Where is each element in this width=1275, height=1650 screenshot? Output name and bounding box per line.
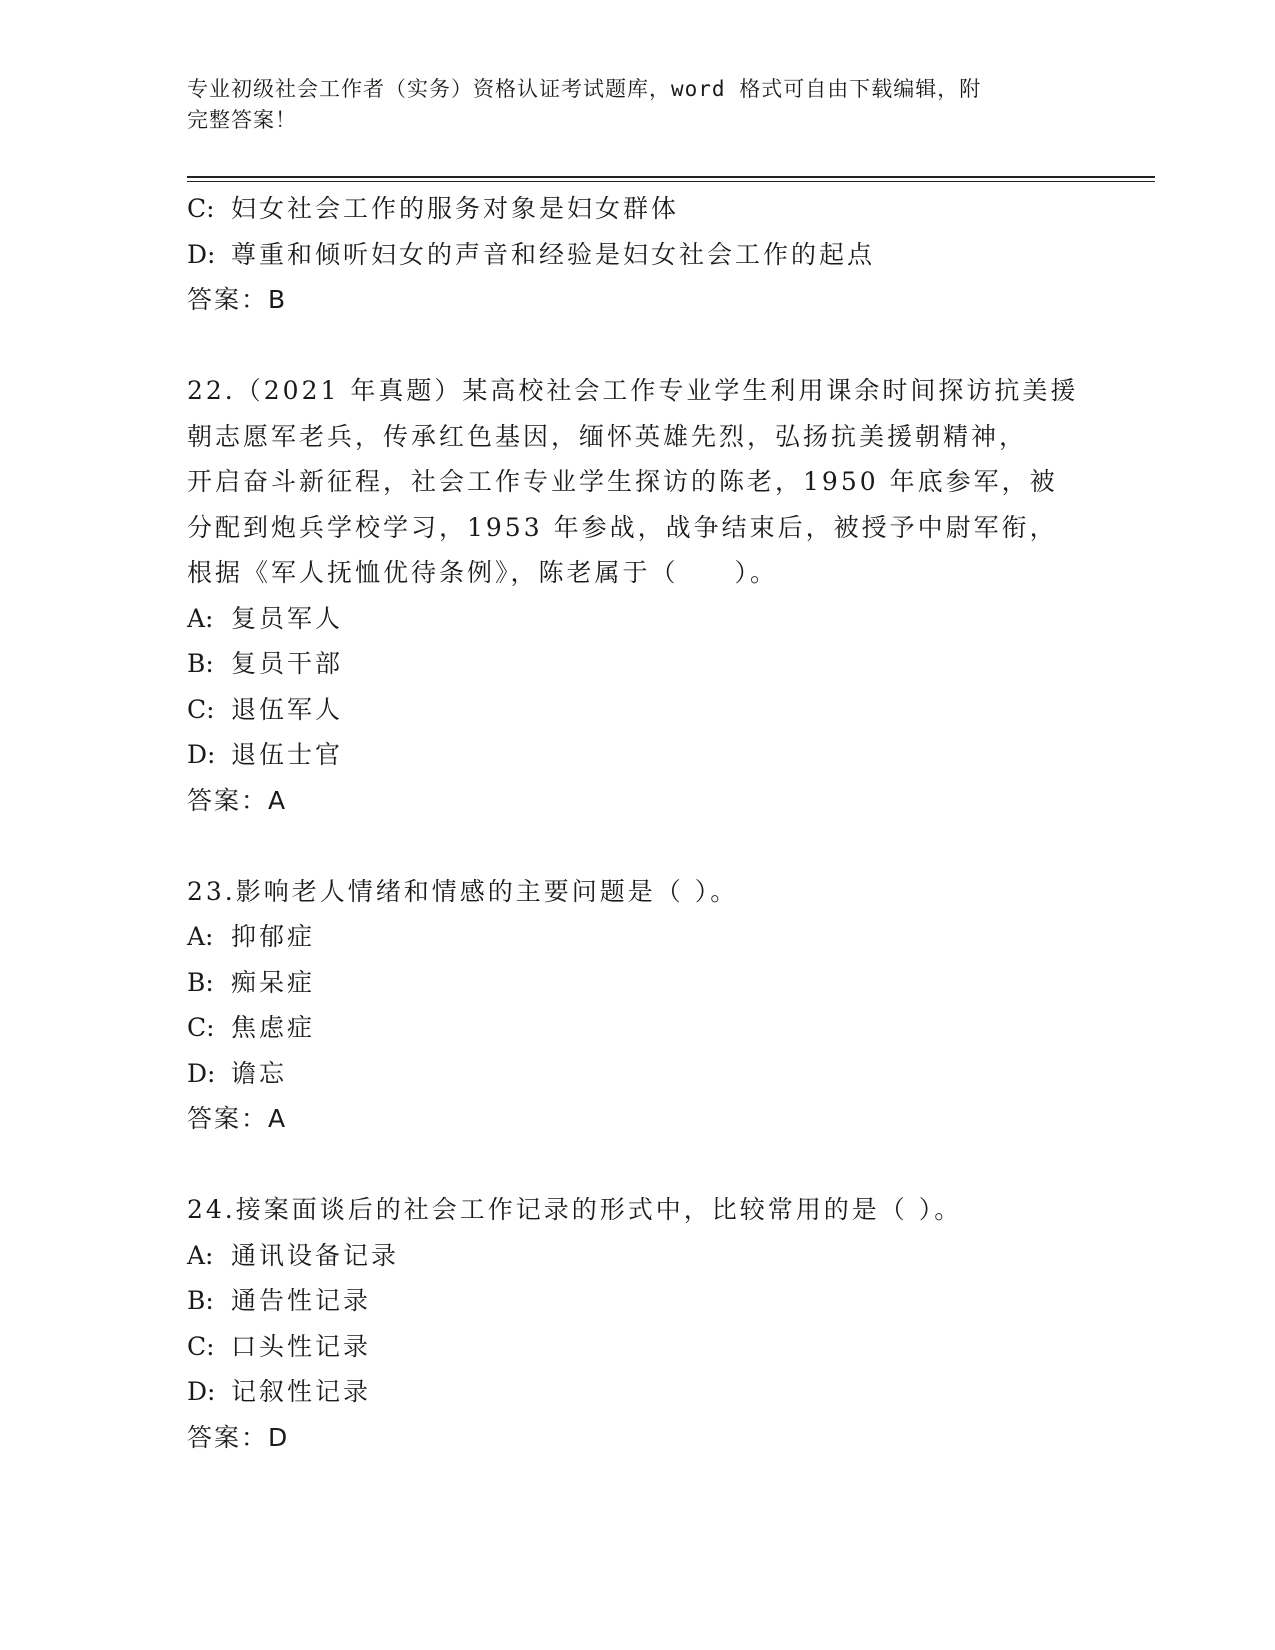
option-label: C: bbox=[187, 1331, 215, 1361]
option-label: C: bbox=[187, 194, 215, 223]
option-text: 通告性记录 bbox=[231, 1286, 372, 1315]
stem-line: 分配到炮兵学校学习，1953 年参战，战争结束后，被授予中尉军衔， bbox=[187, 512, 1058, 542]
question-21-continuation bbox=[187, 186, 1087, 323]
option-b bbox=[187, 960, 1087, 1006]
stem-line: 23.影响老人情绪和情感的主要问题是（ ）。 bbox=[187, 876, 739, 906]
question-stem bbox=[187, 368, 1087, 596]
option-label: A: bbox=[187, 603, 214, 633]
question-23 bbox=[187, 869, 1087, 1142]
option-text: 尊重和倾听妇女的声音和经验是妇女社会工作的起点 bbox=[231, 239, 876, 269]
option-label: B: bbox=[187, 649, 214, 678]
option-c bbox=[187, 1324, 1087, 1370]
option-text: 妇女社会工作的服务对象是妇女群体 bbox=[231, 194, 680, 223]
option-text: 退伍士官 bbox=[231, 740, 344, 769]
question-stem bbox=[187, 1187, 1087, 1233]
option-d bbox=[187, 732, 1087, 778]
header-divider-thin bbox=[187, 181, 1155, 182]
option-d bbox=[187, 1051, 1087, 1097]
stem-line: 开启奋斗新征程，社会工作专业学生探访的陈老，1950 年底参军，被 bbox=[187, 467, 1058, 496]
option-b bbox=[187, 1278, 1087, 1324]
option-text: 记叙性记录 bbox=[231, 1377, 372, 1406]
option-label: C: bbox=[187, 694, 215, 724]
page-header bbox=[187, 74, 1087, 136]
header-divider-thick bbox=[187, 176, 1155, 178]
option-c bbox=[187, 186, 1087, 232]
option-c bbox=[187, 1005, 1087, 1051]
spacer bbox=[187, 823, 1087, 869]
option-label: B: bbox=[187, 1286, 214, 1315]
option-text: 通讯设备记录 bbox=[231, 1240, 400, 1270]
option-c bbox=[187, 687, 1087, 733]
option-d bbox=[187, 1369, 1087, 1415]
option-label: D: bbox=[187, 1058, 216, 1088]
option-label: A: bbox=[187, 922, 214, 951]
option-a bbox=[187, 1233, 1087, 1279]
option-label: C: bbox=[187, 1013, 215, 1042]
option-d bbox=[187, 232, 1087, 278]
header-line-1: 专业初级社会工作者（实务）资格认证考试题库，word 格式可自由下载编辑，附 bbox=[187, 77, 982, 101]
question-stem bbox=[187, 869, 1087, 915]
spacer bbox=[187, 323, 1087, 369]
stem-line: 根据《军人抚恤优待条例》，陈老属于（ ）。 bbox=[187, 558, 779, 587]
answer-line: 答案：A bbox=[187, 1104, 288, 1133]
option-a bbox=[187, 596, 1087, 642]
stem-line: 24.接案面谈后的社会工作记录的形式中，比较常用的是（ ）。 bbox=[187, 1195, 963, 1224]
option-text: 痴呆症 bbox=[231, 967, 316, 997]
option-label: D: bbox=[187, 1377, 216, 1406]
option-label: D: bbox=[187, 239, 216, 269]
answer-line: 答案：D bbox=[187, 1422, 290, 1452]
option-b bbox=[187, 641, 1087, 687]
answer-line: 答案：B bbox=[187, 285, 288, 314]
option-label: D: bbox=[187, 740, 216, 769]
document-body bbox=[187, 186, 1087, 1460]
option-text: 退伍军人 bbox=[231, 694, 344, 724]
option-a bbox=[187, 914, 1087, 960]
option-text: 复员干部 bbox=[231, 649, 344, 678]
header-line-2: 完整答案！ bbox=[187, 108, 297, 132]
option-label: A: bbox=[187, 1240, 214, 1270]
option-text: 抑郁症 bbox=[231, 922, 316, 951]
question-24 bbox=[187, 1187, 1087, 1460]
option-label: B: bbox=[187, 967, 214, 997]
question-22 bbox=[187, 368, 1087, 823]
answer-line: 答案：A bbox=[187, 785, 288, 815]
stem-line: 22.（2021 年真题）某高校社会工作专业学生利用课余时间探访抗美援 bbox=[187, 376, 1079, 405]
option-text: 谵忘 bbox=[231, 1058, 288, 1088]
option-text: 口头性记录 bbox=[231, 1331, 372, 1361]
stem-line: 朝志愿军老兵，传承红色基因，缅怀英雄先烈，弘扬抗美援朝精神， bbox=[187, 421, 1028, 451]
option-text: 焦虑症 bbox=[231, 1013, 316, 1042]
option-text: 复员军人 bbox=[231, 603, 344, 633]
spacer bbox=[187, 1142, 1087, 1188]
